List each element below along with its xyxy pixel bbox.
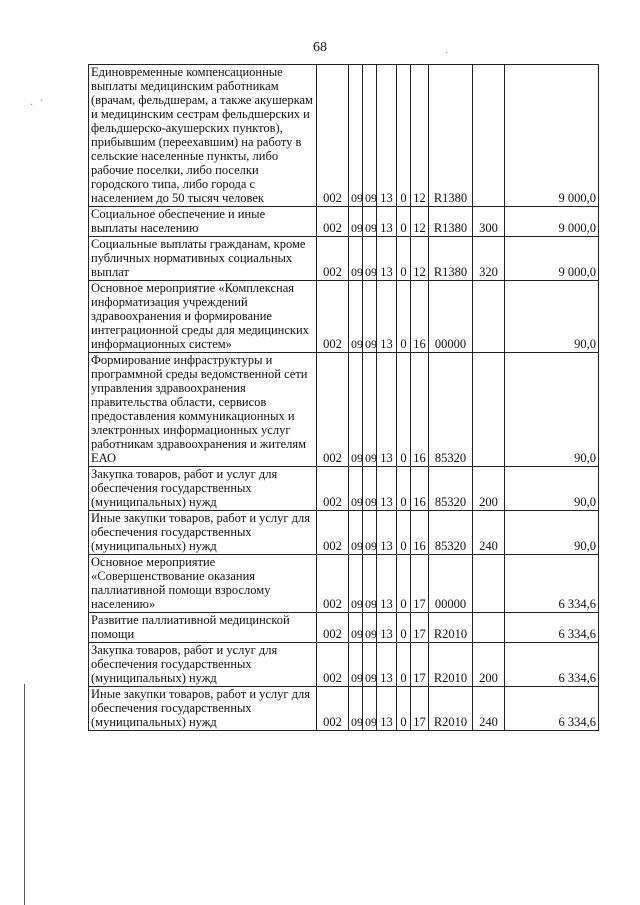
program-code: 13 bbox=[377, 511, 397, 555]
amount: 90,0 bbox=[505, 353, 599, 467]
scan-speck: · bbox=[445, 48, 449, 59]
program-code: 13 bbox=[377, 353, 397, 467]
ministry-code: 002 bbox=[317, 687, 349, 731]
row-name: Социальные выплаты гражданам, кроме публичных нормативных социальных выплат bbox=[89, 237, 317, 281]
table-row bbox=[89, 207, 599, 237]
amount: 9 000,0 bbox=[505, 207, 599, 237]
event-code: 16 bbox=[411, 467, 429, 511]
program-code: 13 bbox=[377, 687, 397, 731]
event-code: 12 bbox=[411, 237, 429, 281]
direction-code: R1380 bbox=[429, 207, 473, 237]
ministry-code: 002 bbox=[317, 643, 349, 687]
subsection-code: 09 bbox=[363, 281, 377, 353]
row-name: Закупка товаров, работ и услуг для обеспечения государственных (муниципальных) нужд bbox=[89, 643, 317, 687]
budget-table bbox=[88, 64, 599, 731]
ministry-code: 002 bbox=[317, 511, 349, 555]
direction-code: R1380 bbox=[429, 65, 473, 207]
subprogram-code: 0 bbox=[397, 353, 411, 467]
program-code: 13 bbox=[377, 643, 397, 687]
ministry-code: 002 bbox=[317, 555, 349, 613]
ministry-code: 002 bbox=[317, 281, 349, 353]
table-row bbox=[89, 511, 599, 555]
subsection-code: 09 bbox=[363, 65, 377, 207]
section-code: 09 bbox=[349, 555, 363, 613]
subprogram-code: 0 bbox=[397, 643, 411, 687]
section-code: 09 bbox=[349, 281, 363, 353]
direction-code: R2010 bbox=[429, 613, 473, 643]
ministry-code: 002 bbox=[317, 613, 349, 643]
amount: 9 000,0 bbox=[505, 237, 599, 281]
subsection-code: 09 bbox=[363, 687, 377, 731]
table-row bbox=[89, 281, 599, 353]
amount: 9 000,0 bbox=[505, 65, 599, 207]
row-name: Формирование инфраструктуры и программной среды ведомственной сети управления здравоохранения правительства области, сервисов предоставления коммуникационных и электронных информационных услуг работникам здравоохранения и жителям ЕАО bbox=[89, 353, 317, 467]
subsection-code: 09 bbox=[363, 511, 377, 555]
amount: 90,0 bbox=[505, 511, 599, 555]
expense-type-code bbox=[473, 613, 505, 643]
direction-code: R1380 bbox=[429, 237, 473, 281]
event-code: 12 bbox=[411, 207, 429, 237]
row-name: Основное мероприятие «Комплексная информатизация учреждений здравоохранения и формирование интеграционной среды для медицинских информационных систем» bbox=[89, 281, 317, 353]
section-code: 09 bbox=[349, 687, 363, 731]
expense-type-code: 200 bbox=[473, 467, 505, 511]
section-code: 09 bbox=[349, 353, 363, 467]
scan-speck: · bbox=[40, 96, 44, 107]
amount: 6 334,6 bbox=[505, 687, 599, 731]
expense-type-code bbox=[473, 65, 505, 207]
event-code: 16 bbox=[411, 353, 429, 467]
section-code: 09 bbox=[349, 65, 363, 207]
event-code: 17 bbox=[411, 687, 429, 731]
event-code: 16 bbox=[411, 511, 429, 555]
direction-code: 85320 bbox=[429, 353, 473, 467]
row-name: Развитие паллиативной медицинской помощи bbox=[89, 613, 317, 643]
subsection-code: 09 bbox=[363, 613, 377, 643]
expense-type-code: 200 bbox=[473, 643, 505, 687]
subsection-code: 09 bbox=[363, 353, 377, 467]
section-code: 09 bbox=[349, 643, 363, 687]
table-row bbox=[89, 555, 599, 613]
subsection-code: 09 bbox=[363, 555, 377, 613]
program-code: 13 bbox=[377, 555, 397, 613]
direction-code: 00000 bbox=[429, 281, 473, 353]
subprogram-code: 0 bbox=[397, 613, 411, 643]
expense-type-code: 320 bbox=[473, 237, 505, 281]
subprogram-code: 0 bbox=[397, 207, 411, 237]
table-row bbox=[89, 687, 599, 731]
table-row bbox=[89, 237, 599, 281]
direction-code: 00000 bbox=[429, 555, 473, 613]
direction-code: 85320 bbox=[429, 467, 473, 511]
section-code: 09 bbox=[349, 237, 363, 281]
subsection-code: 09 bbox=[363, 643, 377, 687]
program-code: 13 bbox=[377, 237, 397, 281]
row-name: Иные закупки товаров, работ и услуг для обеспечения государственных (муниципальных) нужд bbox=[89, 687, 317, 731]
section-code: 09 bbox=[349, 467, 363, 511]
table-row bbox=[89, 353, 599, 467]
ministry-code: 002 bbox=[317, 467, 349, 511]
program-code: 13 bbox=[377, 281, 397, 353]
event-code: 17 bbox=[411, 643, 429, 687]
amount: 6 334,6 bbox=[505, 555, 599, 613]
program-code: 13 bbox=[377, 467, 397, 511]
direction-code: R2010 bbox=[429, 643, 473, 687]
ministry-code: 002 bbox=[317, 65, 349, 207]
direction-code: R2010 bbox=[429, 687, 473, 731]
subsection-code: 09 bbox=[363, 207, 377, 237]
table-row bbox=[89, 467, 599, 511]
subprogram-code: 0 bbox=[397, 555, 411, 613]
expense-type-code bbox=[473, 281, 505, 353]
expense-type-code bbox=[473, 555, 505, 613]
subprogram-code: 0 bbox=[397, 687, 411, 731]
subprogram-code: 0 bbox=[397, 281, 411, 353]
amount: 90,0 bbox=[505, 281, 599, 353]
event-code: 17 bbox=[411, 613, 429, 643]
expense-type-code bbox=[473, 353, 505, 467]
table-body bbox=[89, 65, 599, 731]
subsection-code: 09 bbox=[363, 467, 377, 511]
subprogram-code: 0 bbox=[397, 65, 411, 207]
event-code: 16 bbox=[411, 281, 429, 353]
ministry-code: 002 bbox=[317, 207, 349, 237]
subsection-code: 09 bbox=[363, 237, 377, 281]
row-name: Иные закупки товаров, работ и услуг для обеспечения государственных (муниципальных) нужд bbox=[89, 511, 317, 555]
subprogram-code: 0 bbox=[397, 511, 411, 555]
binding-line bbox=[24, 684, 25, 905]
expense-type-code: 240 bbox=[473, 511, 505, 555]
amount: 6 334,6 bbox=[505, 643, 599, 687]
row-name: Закупка товаров, работ и услуг для обеспечения государственных (муниципальных) нужд bbox=[89, 467, 317, 511]
row-name: Единовременные компенсационные выплаты медицинским работникам (врачам, фельдшерам, а также акушеркам и медицинским сестрам фельдшерских и фельдшерско-акушерских пунктов), прибывшим (переехавшим) на работу в сельские населенные пункты, либо рабочие поселки, либо поселки городского типа, либо города с населением до 50 тысяч человек bbox=[89, 65, 317, 207]
row-name: Социальное обеспечение и иные выплаты населению bbox=[89, 207, 317, 237]
ministry-code: 002 bbox=[317, 353, 349, 467]
expense-type-code: 300 bbox=[473, 207, 505, 237]
amount: 6 334,6 bbox=[505, 613, 599, 643]
section-code: 09 bbox=[349, 511, 363, 555]
expense-type-code: 240 bbox=[473, 687, 505, 731]
program-code: 13 bbox=[377, 65, 397, 207]
program-code: 13 bbox=[377, 613, 397, 643]
table-row bbox=[89, 613, 599, 643]
event-code: 17 bbox=[411, 555, 429, 613]
table-row bbox=[89, 65, 599, 207]
subprogram-code: 0 bbox=[397, 467, 411, 511]
section-code: 09 bbox=[349, 207, 363, 237]
direction-code: 85320 bbox=[429, 511, 473, 555]
amount: 90,0 bbox=[505, 467, 599, 511]
scan-speck: · bbox=[30, 100, 34, 111]
event-code: 12 bbox=[411, 65, 429, 207]
subprogram-code: 0 bbox=[397, 237, 411, 281]
section-code: 09 bbox=[349, 613, 363, 643]
table-row bbox=[89, 643, 599, 687]
ministry-code: 002 bbox=[317, 237, 349, 281]
program-code: 13 bbox=[377, 207, 397, 237]
page-number: 68 bbox=[313, 40, 327, 55]
row-name: Основное мероприятие «Совершенствование оказания паллиативной помощи взрослому населению» bbox=[89, 555, 317, 613]
